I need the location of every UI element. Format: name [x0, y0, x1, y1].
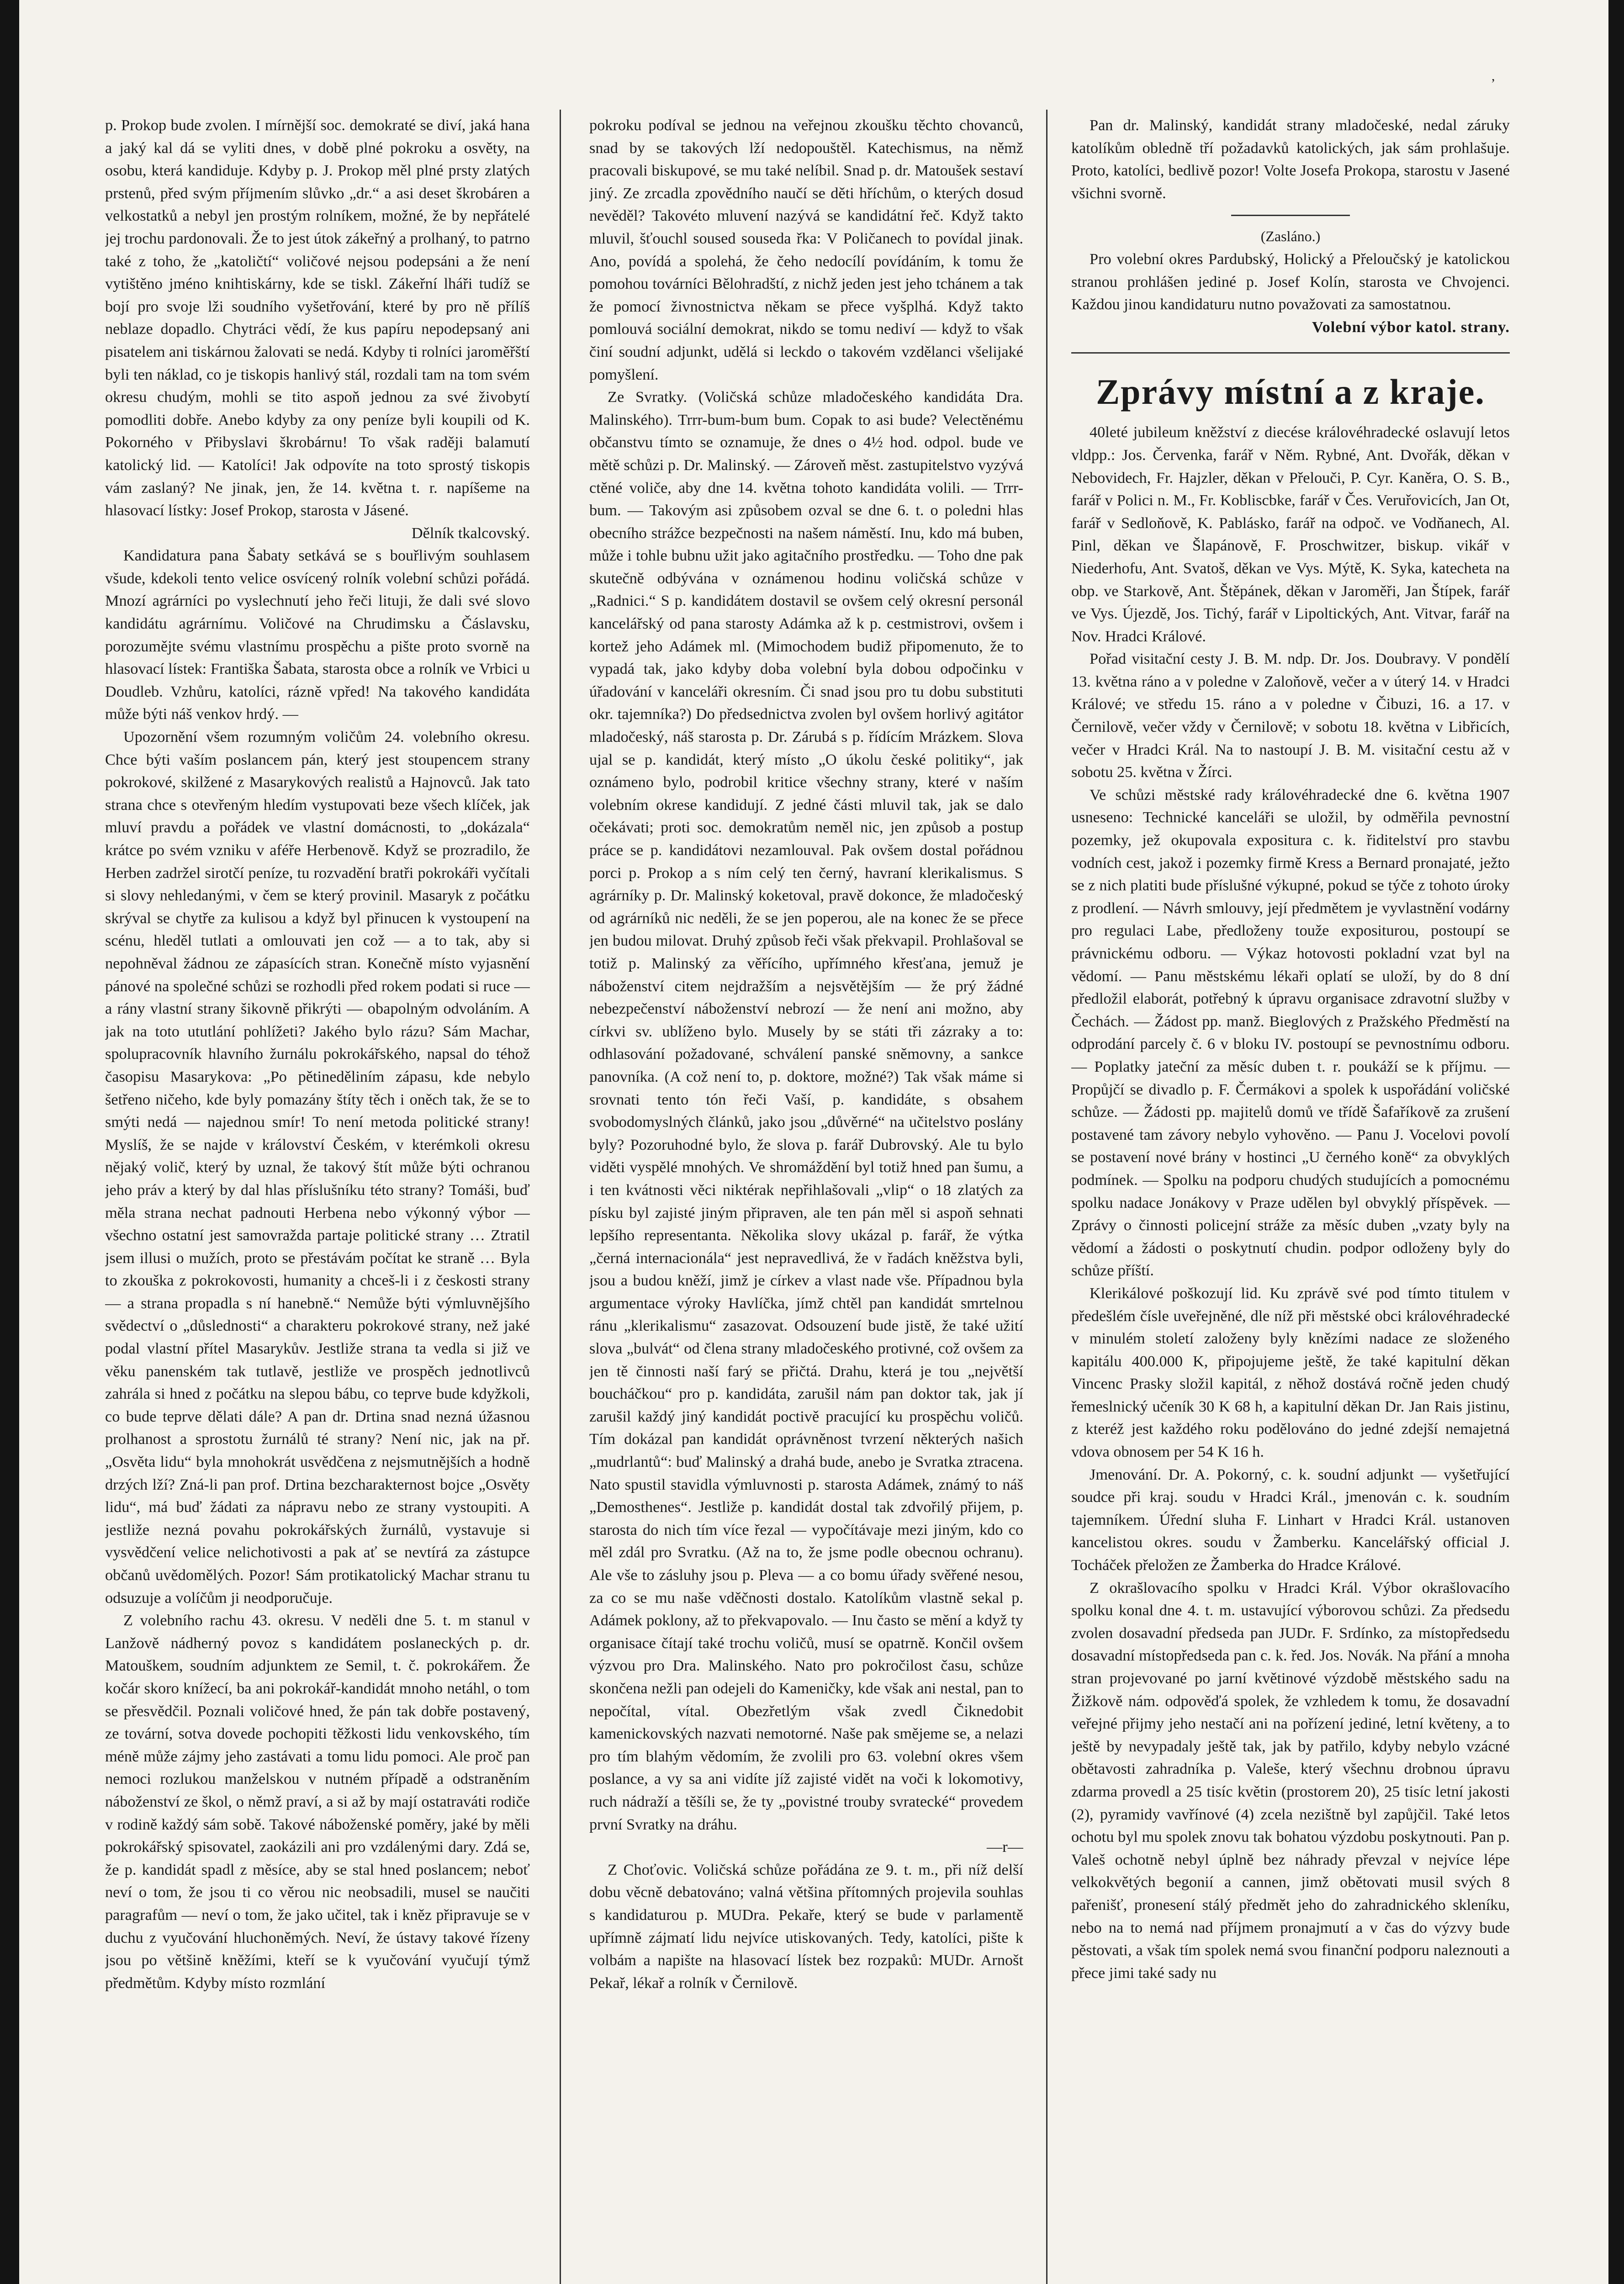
article-z-chotovic: Z Choťovic. Voličská schůze pořádána ze 9. t. m., při níž delší dobu věcně debatováno; valná většina přítomných projevila souhlas s kandidaturou p. MUDra. Pekaře, který se bude v parlamentě upřímně zájmatí lidu nejvíce utiskovaných. Tedy, katolíci, pište k volbám a napište na hlasovací lístek bez rozpaků: MUDr. Arnošt Pekař, lékař a rolník v Černilově.: [589, 1861, 1023, 1992]
article-mestska-rada: Ve schůzi městské rady královéhradecké dne 6. května 1907 usneseno: Technické kanceláři se uložil, by odměřila pevnostní pozemky, jež okupovala expositura c. k. řiditelství pro stavbu vodních cest, jakož i pozemky firmě Kress a Bernard pronajaté, ježto se z nich platiti bude příslušné výkupné, pokud se týče z tohoto úroky z prodlení. — Návrh smlouvy, její předmětem je vyvlastnění vodárny pro regulaci Labe, předloženy touže expositurou, postoupí se právnickému odboru. — Výkaz hotovosti pokladní vzat byl na vědomí. — Panu městskému lékaři oplatí se uloží, by do 8 dní předložil elaborát, potřebný k úpravu organisace zdravotní služby v Čechách. — Žádost pp. manž. Bieglových z Pražského Předměstí na odprodání parcely č. 6 v bloku IV. postoupí se pevnostnímu odboru. — Poplatky jateční za měsíc duben t. r. poukáží se k příjmu. — Propůjčí se divadlo p. F. Čermákovi a spolek k uspořádání voličské schůze. — Žádosti pp. majitelů domů ve třídě Šafaříkově za zrušení postavené tam závory nebylo vyhověno. — Panu J. Vocelovi povolí se postavení nové brány v hostinci „U černého koně“ za obvyklých podmínek. — Spolku na podporu chudých studujících a pomocnému spolku nadace Jonákovy v Praze udělen byl obvyklý příspěvek. — Zprávy o činnosti policejní stráže za měsíc duben „vzaty byly na vědomí a žádosti o poskytnutí chudin. podpor odloženy byly do schůze příští.: [1071, 786, 1510, 1279]
column-3: [1071, 114, 1510, 2284]
article-matousek-continued: pokroku podíval se jednou na veřejnou zkoušku těchto chovanců, snad by se takových lží nedopouštěl. Katechismus, na němž pracovali biskupové, se mu také nelíbil. Snad p. dr. Matoušek sestaví jiný. Ze zrcadla zpovědního naučí se děti hříchům, o kterých dosud nevěděl? Takovéto mluvení nazývá se kandidátní řeč. Když takto mluvil, šťouchl soused souseda řka: V Poličanech to povídal jinak. Ano, povídá a spolehá, že čeho nedocílí povídáním, k tomu že pomohou továrníci Bělohradští, z nichž jeden jest jeho tchánem a tak že pomocí živnostnictva někam se přece vyšplhá. Když takto pomlouvá sociální demokrat, nikdo se tomu nediví — když to však činí soudní adjunkt, udělá si leckdo o takovém vzdělanci všelijaké pomyšlení.: [589, 116, 1023, 383]
margin-mark: ,: [1492, 69, 1495, 84]
scan-edge-left: [0, 0, 19, 2284]
article-jmenovani: Jmenování. Dr. A. Pokorný, c. k. soudní adjunkt — vyšetřující soudce při kraj. soudu v Hradci Král., jmenován c. k. soudním tajemníkem. Úřední sluha F. Linhart v Hradci Král. ustanoven kancelistou okres. soudu v Žamberku. Kancelářský official J. Tocháček přeložen ze Žamberka do Hradce Králové.: [1071, 1465, 1510, 1574]
article-visitacni-cesta: Pořad visitační cesty J. B. M. ndp. Dr. Jos. Doubravy. V pondělí 13. května ráno a v poledne v Zaloňově, večer a v úterý 14. v Hradci Králové; ve středu 15. ráno a v poledne v Čibuzi, 16. a 17. v Černilově, večer vždy v Černilově; v sobotu 18. května v Libřicích, večer v Hradci Král. Na to nastoupí J. B. M. visitační cestu až v sobotu 25. května v Žírci.: [1071, 650, 1510, 781]
article-volebni-ruch-43: Z volebního rachu 43. okresu. V neděli dne 5. t. m stanul v Lanžově nádherný povoz s kandidátem poslaneckých p. dr. Matouškem, soudním adjunktem ze Semil, t. č. pokrokářem. Že kočár skoro knížecí, ba ani pokrokář-kandidát mnoho netáhl, o tom se přesvědčil. Poznali voličové hned, že pán tak dobře postavený, ze tovární, sotva dovede pochopiti těžkosti lidu venkovského, tím méně může zájmy jeho zastávati a tomu lidu pomoci. Ale proč pan nemoci rozlukou manželskou v nutném případě a odstraněním náboženství ze škol, o němž praví, a si až by mají ostatraváti rodiče v rodině každý sám sobě. Takové náboženské poměry, jaké by měli pokrokářský spisovatel, zaokázili ani pro vzdálenými dary. Zdá se, že p. kandidát spadl z měsíce, aby se stal hned poslancem; neboť neví o tom, že jsou ti co věrou nic neobsadili, musel se naučiti paragrafům — neví o tom, že jako učitel, tak i kněz připravuje se v duchu z vyučování hluchoněmých. Neví, že ústavy takové řízeny jsou po většině kněžími, kteří se k vyučování vyučují týmž předmětům. Kdyby místo rozmlání: [105, 1612, 530, 1992]
article-sabata: Kandidatura pana Šabaty setkává se s bouřlivým souhlasem všude, kdekoli tento velice osvícený rolník volební schůzi pořádá. Mnozí agrárníci po vyslechnutí jeho řeči lituji, že dali své slovo kandidátu agrárnímu. Voličové na Chrudimsku a Čáslavsku, porozumějte svému vlastnímu prospěchu a pište proto svorně na hlasovací lístek: Františka Šabata, starosta obce a rolník ve Vrbici u Doudleb. Vzhůru, katolíci, rázně vpřed! Na takového kandidáta může býti náš venkov hrdý. —: [105, 547, 530, 723]
signature-r: —r—: [986, 1838, 1023, 1856]
notice-kolin-candidacy: Pro volební okres Pardubský, Holický a Přeloučský je katolickou stranou prohlášen jediné p. Josef Kolín, starosta ve Chvojenci. Každou jinou kandidaturu nutno považovati za samostatnou.: [1071, 250, 1510, 313]
scan-edge-right: [1608, 0, 1624, 2284]
divider-short: [1231, 215, 1350, 216]
column-rule-1: [560, 110, 561, 2284]
column-1: [105, 114, 530, 2284]
article-okraslovaci-spolek: Z okrašlovacího spolku v Hradci Král. Výbor okrašlovacího spolku konal dne 4. t. m. ustavující výborovou schůzi. Za předsedu zvolen dosavadní předseda pan JUDr. F. Srdínko, za místopředsedu dosavadní místopředseda pan c. k. řed. Jos. Novák. Na přání a mnoha stran projevované po jarní květinové výzdobě městského sadu na Žižkově nám. odpověďá spolek, že vzhledem k tomu, že dosavadní veřejné přijmy jeho nestačí ani na pořízení jediné, letní květeny, a to ještě by nevypadaly ještě tak, jak by patřilo, kdyby nebylo vzácné obětavosti zahradníka p. Valeše, který všechnu drobnou úpravu zdarma provedl a 25 tisíc květin (prostorem 20), 25 tisíc letní jakosti (2), pyramidy vavřínové (4) zcela nezištně byl zapůjčil. Také letos ochotu byl mu spolek znovu tak bohatou výzdobu poskytnouti. Pan p. Valeš ochotně nebyl úplně bez náhrady převzal v nejvíce lépe velkokvětých begonií a cannen, jimž obětovati musil svých 8 pařenišť, pronesení stálý předmět jeho do zahradnického skleníku, nebo na to nemá nad příjmem pronajmutí a v čas do výzvy bude pěstovati, a však tím spolek nemá svou finanční podporu naleznouti a přece jimi také sady nu: [1071, 1579, 1510, 1982]
notice-malinsky: Pan dr. Malinský, kandidát strany mladočeské, nedal záruky katolíkům obledně tří požadavků katolických, jak sám prohlašuje. Proto, katolíci, bedlivě pozor! Volte Josefa Prokopa, starostu v Jasené všichni svorně.: [1071, 116, 1510, 202]
column-rule-2: [1046, 110, 1047, 2284]
article-jubileum: 40leté jubileum kněžství z diecése královéhradecké oslavují letos vldpp.: Jos. Červenka, farář v Něm. Rybné, Ant. Dvořák, děkan v Nebovidech, Fr. Hajzler, děkan v Přelouči, P. Cyr. Kaněra, O. S. B., farář v Polici n. M., Fr. Kobliscbke, farář v Čes. Veruřovicích, Jan Ot, farář v Sedloňově, K. Pablásko, farář na odpoč. ve Vodňanech, Al. Pinl, děkan ve Šlapánově, F. Proschwitzer, biskup. vikář v Niederhofu, Ant. Svatoš, děkan ve Vys. Mýtě, K. Syka, katecheta na obp. ve Starkově, Ant. Štěpánek, děkan v Jaroměři, Jan Štípek, farář ve Vys. Újezdě, Jos. Tichý, farář v Lipoltických, Ant. Vitvar, farář na Nov. Hradci Králové.: [1071, 423, 1510, 645]
divider-section: [1071, 352, 1510, 354]
section-title: Zprávy místní a z kraje.: [1096, 372, 1485, 412]
notice-signature-committee: Volební výbor katol. strany.: [1312, 318, 1510, 336]
column-2: [589, 114, 1023, 2284]
article-upozorneni: Upozornění všem rozumným voličům 24. volebního okresu. Chce býti vaším poslancem pán, který jest stoupencem strany pokrokové, skilžené z Masarykových realistů a Hajnovců. Jak tato strana chce s otevřeným hledím vystupovati beze všech klíček, jak mluví pravdu a pořádek ve vlastní domácnosti, to „dokázala“ krátce po svém vzniku v aféře Herbenově. Když se prozradilo, že Herben zadržel sirotčí peníze, tu rozvadění bratři pokrokáři vyčítali si slovy nehledanými, v čem se který provinil. Masaryk z počátku skrýval se chytře za kulisou a když byl přinucen k vystoupení na scénu, hleděl tutlati a omlouvati jen což — a to tak, aby si nepohněval žádnou ze zápasících stran. Konečně místo vyjasnění pánové na společné schůzi se rozhodli před rokem podati si ruce — a rány vlastní strany šikovně přikrýti — obapolným odvoláním. A jak na toto ututlání pohlížeti? Jakého bylo rázu? Sám Machar, spolupracovník hlavního žurnálu pokrokářského, napsal do téhož časopisu Masarykova: „Po pětineděliním zápasu, kde nebylo šetřeno ničeho, kde byly pomazány štíty těch i oněch tak, že se to smýti nedá — najednou smír! To není metoda politické strany! Myslíš, že se najde v království Českém, v kterémkoli okresu nějaký volič, který by uznal, že takový štít může býti ochranou jeho práv a který by dal hlas příslušníku této strany? Tomáši, buď měla strana nechat padnouti Herbena nebo výkonný výbor — všechno ostatní jest samovražda partaje politické strany … Ztratil jsem illusi o mužích, proto se přestávám počítat ke straně … Byla to zkouška z pokrokovosti, humanity a chceš-li i z českosti strany — a strana propadla s ní hanebně.“ Nemůže býti výmluvnějšího svědectví o „důslednosti“ a charakteru pokrokové strany, než jaké podal vlastní přítel Masarykův. Jestliže strana ta vedla si již ve věku panenském tak tutlavě, jestliže ve prospěch jednotlivců zahrála si hned z počátku na slepou bábu, co teprve bude kdyžkoli, co bude teprve dělati dále? A pan dr. Drtina snad nezná úžasnou prolhanost a sprostotu žurnálů té strany? Není nic, jak na př. „Osvěta lidu“ byla mnohokrát usvědčena z nejsmutnějších a hodně drzých lží? Zná-li pan prof. Drtina bezcharakternost bojce „Osvěty lidu“, má buď žádati za nápravu nebo ze strany vystoupiti. A jestliže nezná povahu pokrokářských žurnálů, vystavuje si vysvědčení velice nelichotivosti a pak ať se nevtírá za zástupce občanů uvědomělých. Pozor! Sám protikatolický Machar stranu tu odsuzuje a volíčům ji neodporučuje.: [105, 728, 530, 1607]
article-ze-svratky: Ze Svratky. (Voličská schůze mladočeského kandidáta Dra. Malinského). Trrr-bum-bum bum. Copak to asi bude? Velectěnému občanstvu tímto se oznamuje, že dnes o 4½ hod. odpol. bude ve mětě schůzi p. Dr. Malinský. — Zároveň měst. zastupitelstvo vyzývá ctěné voliče, aby dne 14. května tohoto kandidáta volili. — Trrr-bum. — Takovým asi způsobem ozval se dne 6. t. o poledni hlas obecního strážce bezpečnosti na našem náměstí. Inu, kdo má buben, může i tohle bubnu užit jako agitačního prostředku. — Toho dne pak skutečně odbývána v oznámenou hodinu voličská schůze v „Radnici.“ S p. kandidátem dostavil se ovšem celý okresní personál kancelářský od pana starosty Adámka až k p. cestmistrovi, ovšem i kortež jeho Adámek ml. (Mimochodem budiž připomenuto, že to vypadá tak, jako kdyby doba volební byla dobou odpočinku v úřadování v kanceláři okresním. Či snad jsou pro tu dobu substituti okr. tajemníka?) Do předsednictva zvolen byl ovšem horlivý agitátor mladočeský, náš starosta p. Dr. Zárubá s p. řídícím Mrázkem. Slova ujal se p. kandidát, který místo „O úkolu české politiky“, jak oznámeno bylo, podrobil kritice všechny strany, které v naším volebním okrese kandidují. Z jedné části mluvil tak, jak se dalo očekávati; proti soc. demokratům neměl nic, jen způsob a postup práce se p. kandidátovi nezamlouval. Pak ovšem dostal pořádnou porci p. Prokop a s ním celý ten černý, havraní klerikalismus. S agrárníky p. Dr. Malinský koketoval, pravě dokonce, že mladočeský od agrárníků nic neděli, že se jen poperou, ale na konec že se přece jen budou milovat. Druhý způsob řeči však překvapil. Prohlašoval se totiž p. Malinský za věřícího, upřímného křesťana, jemuž je náboženství citem nejdražším a nejsvětějším — že prý žádné nebezpečenství náboženství nebrozí — že není ani možno, aby církvi sv. ublíženo bylo. Musely by se státi tři zázraky a to: odhlasování požadované, schválení panské sněmovny, a sankce panovníka. (A což není to, p. doktore, možné?) Tak však máme si srovnati tento tón řeči Vaší, p. kandidáte, s obsahem svobodomyslných článků, jako jsou „důvěrné“ na učitelstvo poslány byly? Pozoruhodné bylo, že slova p. farář Dubrovský. Ale tu bylo viděti vyspělé mnohých. Ve shromáždění byl totiž hned pan šumu, a i ten kvátnosti věci niktérak nepřihlašovali „vlip“ o 18 zlatých za písku byl zajisté jiným připraven, ale ten pán měl si aspoň sehnati lepšího representanta. Několika slovy ukázal p. farář, že výtka „černá internacionála“ jest nepravedlivá, že v řadách kněžstva byli, jsou a budou kněží, jimž je církev a vlast nade vše. Případnou byla argumentace výroky Havlíčka, jímž chtěl pan kandidát smrtelnou ránu „klerikalismu“ zasazovat. Odsouzení bude jistě, že také užití slova „bulvát“ od člena strany mladočeského protivné, což ovšem za jen tě činnosti naší farý se přičtá. Drahu, která je tou „největší boucháčkou“ pro p. kandidáta, zarušil nám pan doktor tak, jak jí zarušil každý jiný kandidát poctivě pracující ku prospěchu voličů. Tím dokázal pan kandidát oprávněnost tvrzení některých našich „mudrlantů“: buď Malinský a drahá bude, anebo je Svratka ztracena. Nato spustil stavidla výmluvnosti p. starosta Adámek, známý to náš „Demosthenes“. Jestliže p. kandidát dostal tak zdvořilý přijem, p. starosta do nich tím více řezal — vypočítávaje mezi jiným, kdo co měl zdál pro Svratku. (Až na to, že jsme podle obecnou ochranu). Ale vše to zásluhy jsou p. Pleva — a co bomu úřady svěřené nesou, za co se mu naše vděčnosti dostalo. Katolíkům vlastně sekal p. Adámek poklony, až to překvapovalo. — Inu často se mění a když ty organisace čítají také trochu voličů, musí se opatrně. Končil ovšem výzvou pro Dra. Malinského. Nato pro pokročilost času, schůze skončena nežli pan odejeli do Kameničky, kde však ani nestal, pan to nepočítal, vítal. Obezřetlým však zvedl Čiknedobit kamenickovských nazvati nemotorné. Naše pak smějeme se, a nelazi pro tím blahým vědomím, že zvolili pro 63. volební okres všem poslance, a vy sa ani vidíte jíž zajisté vidět na voči k lokomotivy, ruch nádraží a těšíli se, že ty „povistné trouby svratecké“ provedem první Svratky na dráhu.: [589, 388, 1023, 1833]
article-klerikalove: Klerikálové poškozují lid. Ku zprávě své pod tímto titulem v předešlém čísle uveřejněné, dle níž při městské obci královéhradecké v minulém století založeny byly knězími nadace ze složeného kapitálu 400.000 K, připojujeme ještě, že také kapitulní děkan Vincenc Prasky složil kapitál, z něhož dostává ročně jeden chudý řemeslnický učeník 30 K 68 h, a kapitulní děkan Dr. Jan Rais jistinu, z kteréž jest každého roku podělováno do jedné zdejší nemajetná vdova obnosem per 54 K 16 h.: [1071, 1284, 1510, 1461]
zaslano-label: (Zasláno.): [1260, 228, 1321, 245]
signature-delnik: Dělník tkalcovský.: [411, 524, 530, 542]
article-prokop-continued: p. Prokop bude zvolen. I mírnější soc. demokraté se diví, jaká hana a jaký kal dá se vyliti dnes, v době plné pokroku a osvěty, na osobu, která kandiduje. Kdyby p. J. Prokop měl plné prsty zlatých prstenů, před svým příjmením slůvko „dr.“ a asi deset škrobáren a velkostatků a nebyl jen prostým rolníkem, možné, že by nepřátelé jej trochu pardonovali. Že to jest útok zákeřný a prolhaný, to patrno také z toho, že „katoličtí“ voličové nejsou podepsáni a že není vytištěno jméno knihtiskárny, kde se tiskl. Zákeřní lháři tudíž se bojí pro svoje lži soudního vyšetřování, které by pro ně přílíš neblaze dopadlo. Chytráci vědí, že kus papíru nepodepsaný ani pisatelem ani tiskárnou žalovati se nedá. Kdyby ti rolníci jaroměřští byli ten náklad, co je tiskopis hanlivý stál, rozdali tam na tom svém okresu chudým, mohli se tito aspoň jednou za své živobytí pomodliti dobře. Anebo kdyby za ony peníze byli koupili od K. Pokorného v Přibyslavi škrobárnu! To však raději balamutí katolický lid. — Katolíci! Jak odpovíte na toto sprostý tiskopis vám zaslaný? Ne jinak, jen, že 14. května t. r. napíšeme na hlasovací lístky: Josef Prokop, starosta v Jásené.: [105, 116, 530, 519]
newspaper-page: [73, 114, 1512, 2284]
